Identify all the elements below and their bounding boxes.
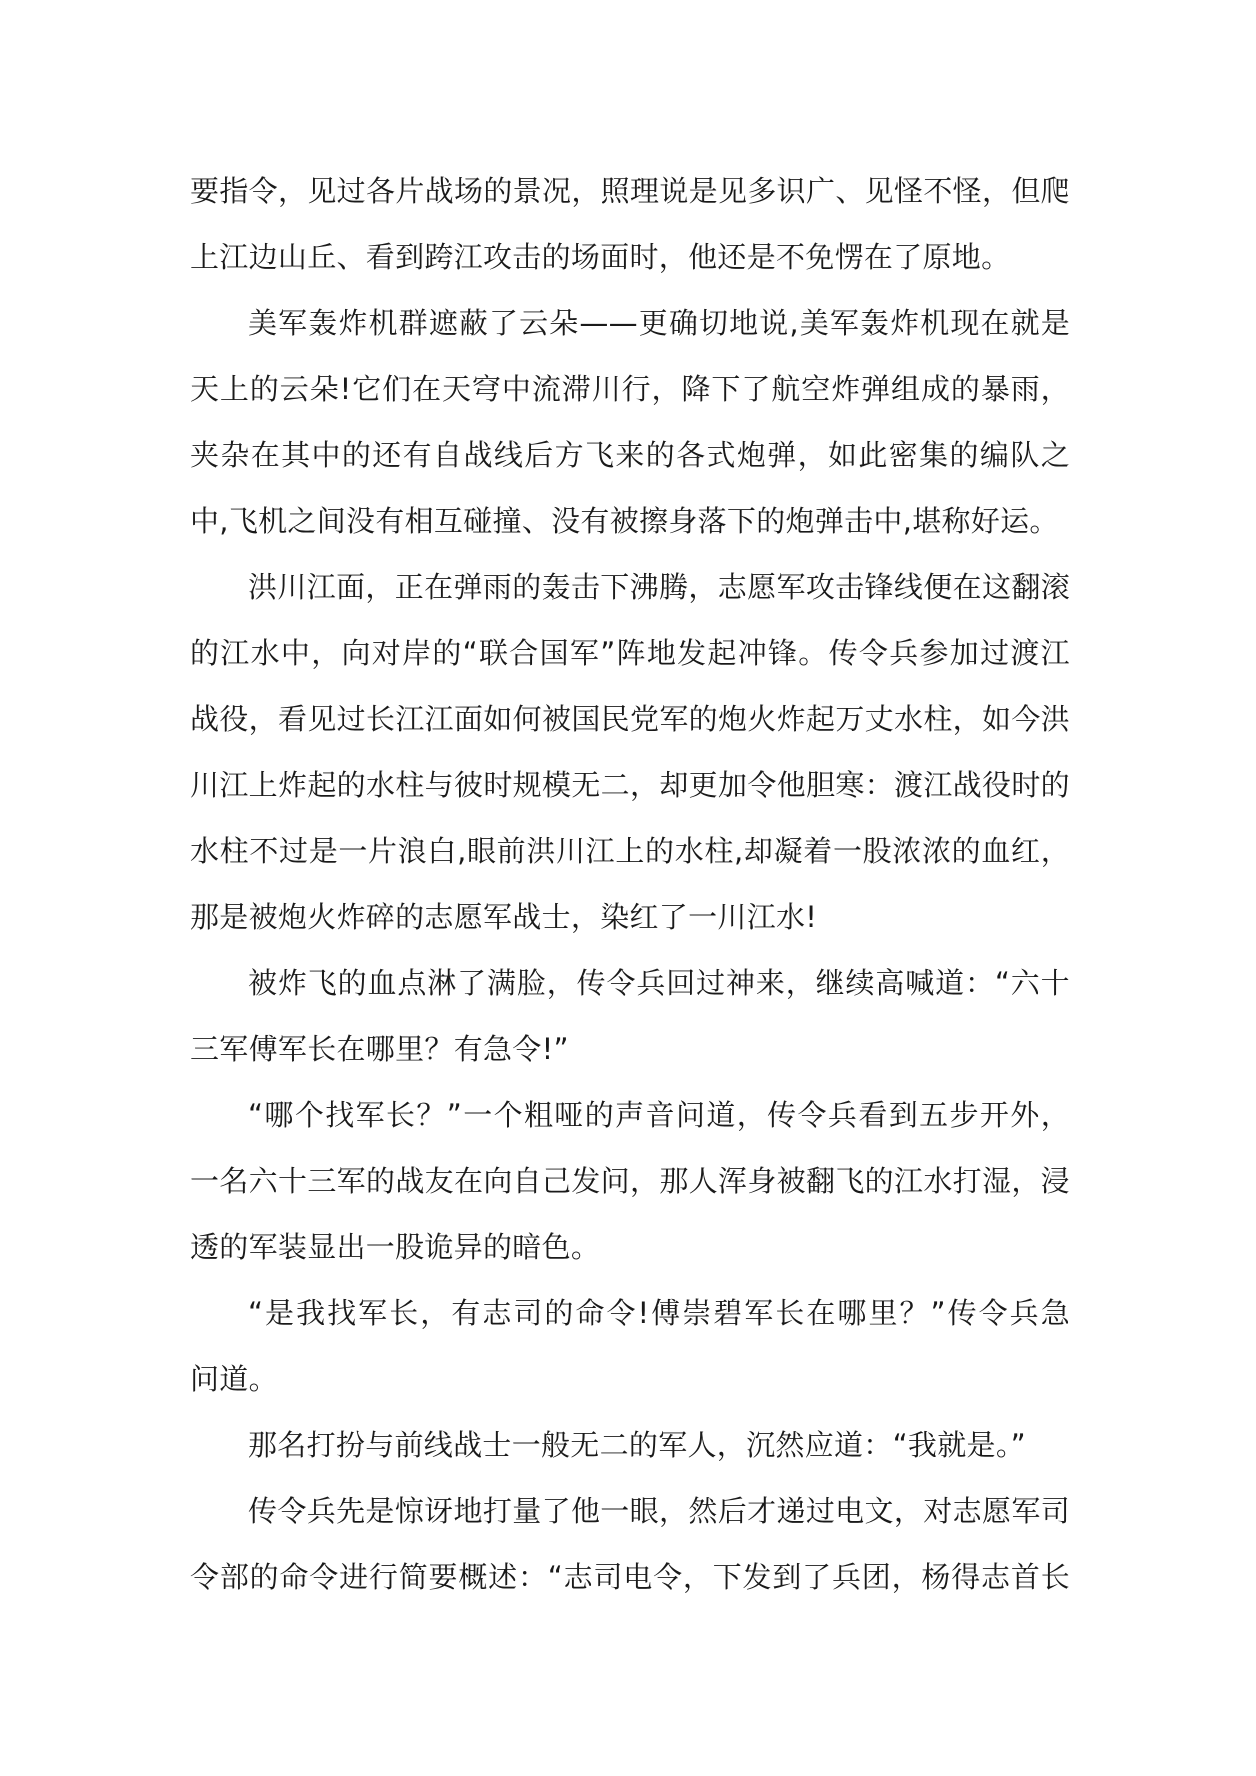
text-line: 令部的命令进行简要概述：“志司电令，下发到了兵团，杨得志首长	[190, 1560, 1070, 1594]
text-line: 美军轰炸机群遮蔽了云朵——更确切地说,美军轰炸机现在就是	[248, 306, 1070, 340]
body-text	[190, 158, 1070, 1610]
text-line: 夹杂在其中的还有自战线后方飞来的各式炮弹，如此密集的编队之	[190, 438, 1070, 472]
text-line: 那名打扮与前线战士一般无二的军人，沉然应道：“我就是。”	[248, 1428, 1026, 1462]
text-line: 天上的云朵!它们在天穹中流滞川行，降下了航空炸弹组成的暴雨，	[190, 372, 1070, 406]
text-line: 被炸飞的血点淋了满脸，传令兵回过神来，继续高喊道：“六十	[248, 966, 1070, 1000]
text-line: 那是被炮火炸碎的志愿军战士，染红了一川江水!	[190, 900, 818, 934]
text-line: 战役，看见过长江江面如何被国民党军的炮火炸起万丈水柱，如今洪	[190, 702, 1070, 736]
text-line: 透的军装显出一股诡异的暗色。	[190, 1230, 601, 1264]
text-line: 川江上炸起的水柱与彼时规模无二，却更加令他胆寒：渡江战役时的	[190, 768, 1070, 802]
text-line: 上江边山丘、看到跨江攻击的场面时，他还是不免愣在了原地。	[190, 240, 1011, 274]
text-line: 洪川江面，正在弹雨的轰击下沸腾，志愿军攻击锋线便在这翻滚	[248, 570, 1070, 604]
text-line: 要指令，见过各片战场的景况，照理说是见多识广、见怪不怪，但爬	[190, 174, 1070, 208]
text-line: 三军傅军长在哪里？有急令!”	[190, 1032, 569, 1066]
text-line: 水柱不过是一片浪白,眼前洪川江上的水柱,却凝着一股浓浓的血红，	[190, 834, 1070, 868]
text-line: 一名六十三军的战友在向自己发问，那人浑身被翻飞的江水打湿，浸	[190, 1164, 1070, 1198]
text-line: “哪个找军长？”一个粗哑的声音问道，传令兵看到五步开外，	[248, 1098, 1070, 1132]
text-line: 传令兵先是惊讶地打量了他一眼，然后才递过电文，对志愿军司	[248, 1494, 1070, 1528]
text-line: 问道。	[190, 1362, 278, 1396]
text-line: 中,飞机之间没有相互碰撞、没有被擦身落下的炮弹击中,堪称好运。	[190, 504, 1059, 538]
text-line: 的江水中，向对岸的“联合国军”阵地发起冲锋。传令兵参加过渡江	[190, 636, 1070, 670]
text-line: “是我找军长，有志司的命令!傅崇碧军长在哪里？”传令兵急	[248, 1296, 1070, 1330]
